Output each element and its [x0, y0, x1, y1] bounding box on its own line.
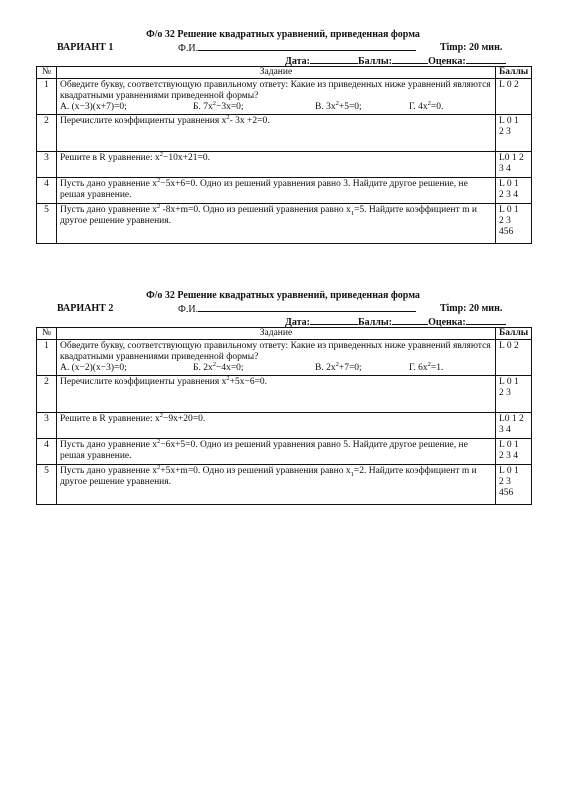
name-field[interactable] — [178, 303, 416, 315]
option-b[interactable]: Б. $7x^2-3x=0$; — [193, 99, 244, 112]
task-text: Перечислите коэффициенты уравнения $x^2+5x-6=0$. — [57, 376, 496, 413]
task-number: 5 — [37, 204, 57, 244]
table-row — [37, 376, 532, 413]
time-limit: Timp: 20 мин. — [440, 42, 503, 53]
table-row — [37, 413, 532, 439]
col-task-header: Задание — [57, 328, 496, 340]
table-header-row — [37, 67, 532, 79]
option-a[interactable]: А. (x−3)(x+7)=0; — [60, 102, 127, 112]
option-c[interactable]: В. $2x^2+7=0$; — [315, 360, 362, 373]
col-score-header: Баллы — [496, 67, 532, 79]
task-text: Пусть дано уравнение $x^2-6x+5=0$. Одно из решений уравнения равно 5. Найдите другое решение, не решая уравнение. — [57, 439, 496, 465]
date-blank[interactable] — [310, 316, 358, 325]
task-table — [36, 327, 532, 505]
table-row — [37, 204, 532, 244]
task-score: L 0 1 2 3 456 — [496, 465, 532, 505]
grade-blank[interactable] — [466, 316, 506, 325]
worksheet-title: Ф/о 32 Решение квадратных уравнений, приведенная форма — [146, 290, 420, 301]
table-row — [37, 152, 532, 178]
task-score: L 0 2 — [496, 79, 532, 115]
date-label: Дата: — [285, 317, 310, 328]
score-label: Баллы: — [358, 56, 393, 67]
task-prompt: Обведите букву, соответствующую правильному ответу: Какие из приведенных ниже уравнений являются квадратными уравнениями приведенной формы? — [60, 80, 491, 101]
option-c[interactable]: В. $3x^2+5=0$; — [315, 99, 362, 112]
task-score: L 0 1 2 3 — [496, 115, 532, 152]
col-num-header: № — [37, 328, 57, 340]
task-score: L 0 1 2 3 4 — [496, 439, 532, 465]
table-row — [37, 79, 532, 115]
grade-label: Оценка: — [428, 56, 466, 67]
task-score: L 0 1 2 3 4 — [496, 178, 532, 204]
task-text: Пусть дано уравнение $x^2-5x+6=0$. Одно из решений уравнения равно 3. Найдите другое решение, не решая уравнение. — [57, 178, 496, 204]
table-header-row — [37, 328, 532, 340]
task-text — [57, 79, 496, 115]
task-number: 4 — [37, 178, 57, 204]
task-number: 4 — [37, 439, 57, 465]
name-field[interactable] — [178, 42, 416, 54]
col-score-header: Баллы — [496, 328, 532, 340]
option-a[interactable]: А. (x−2)(x−3)=0; — [60, 363, 127, 373]
task-prompt: Обведите букву, соответствующую правильному ответу: Какие из приведенных ниже уравнений являются квадратными уравнениями приведенной формы? — [60, 341, 491, 362]
col-num-header: № — [37, 67, 57, 79]
table-row — [37, 115, 532, 152]
task-text: Решите в R уравнение: $x^2-9x+20=0$. — [57, 413, 496, 439]
table-row — [37, 465, 532, 505]
time-limit: Timp: 20 мин. — [440, 303, 503, 314]
score-blank[interactable] — [392, 55, 428, 64]
option-d[interactable]: Г. $6x^2=1$. — [409, 360, 444, 373]
task-table — [36, 66, 532, 244]
table-row — [37, 178, 532, 204]
task-number: 1 — [37, 340, 57, 376]
option-b[interactable]: Б. $2x^2-4x=0$; — [193, 360, 244, 373]
task-text: Пусть дано уравнение $x^2+5x+m=0$. Одно из решений уравнения равно $x_1=2$. Найдите коэффициент m и другое решение уравнения. — [57, 465, 496, 505]
task-number: 3 — [37, 413, 57, 439]
task-number: 3 — [37, 152, 57, 178]
task-number: 2 — [37, 115, 57, 152]
task-score: L0 1 2 3 4 — [496, 413, 532, 439]
task-text: Пусть дано уравнение $x^2$ -8x+m=0. Одно из решений уравнения равно $x_1=5$. Найдите коэффициент m и другое решение уравнения. — [57, 204, 496, 244]
worksheet-title: Ф/о 32 Решение квадратных уравнений, приведенная форма — [146, 29, 420, 40]
table-row — [37, 340, 532, 376]
name-blank[interactable] — [198, 42, 416, 51]
task-score: L 0 1 2 3 — [496, 376, 532, 413]
task-number: 1 — [37, 79, 57, 115]
task-score: L0 1 2 3 4 — [496, 152, 532, 178]
task-text: Перечислите коэффициенты уравнения $x^2-$ 3x +2=0. — [57, 115, 496, 152]
col-task-header: Задание — [57, 67, 496, 79]
option-d[interactable]: Г. $4x^2=0$. — [409, 99, 444, 112]
name-blank[interactable] — [198, 303, 416, 312]
task-score: L 0 1 2 3 456 — [496, 204, 532, 244]
score-label: Баллы: — [358, 317, 393, 328]
variant-label: ВАРИАНТ 1 — [57, 42, 114, 53]
name-label: Ф.И. — [178, 43, 199, 54]
task-text: Решите в R уравнение: $x^2-10x+21=0$. — [57, 152, 496, 178]
task-number: 2 — [37, 376, 57, 413]
grade-label: Оценка: — [428, 317, 466, 328]
variant-label: ВАРИАНТ 2 — [57, 303, 114, 314]
table-row — [37, 439, 532, 465]
date-blank[interactable] — [310, 55, 358, 64]
grade-blank[interactable] — [466, 55, 506, 64]
answer-options — [60, 360, 492, 374]
task-number: 5 — [37, 465, 57, 505]
answer-options — [60, 99, 492, 113]
task-score: L 0 2 — [496, 340, 532, 376]
date-label: Дата: — [285, 56, 310, 67]
score-blank[interactable] — [392, 316, 428, 325]
name-label: Ф.И. — [178, 304, 199, 315]
task-text — [57, 340, 496, 376]
